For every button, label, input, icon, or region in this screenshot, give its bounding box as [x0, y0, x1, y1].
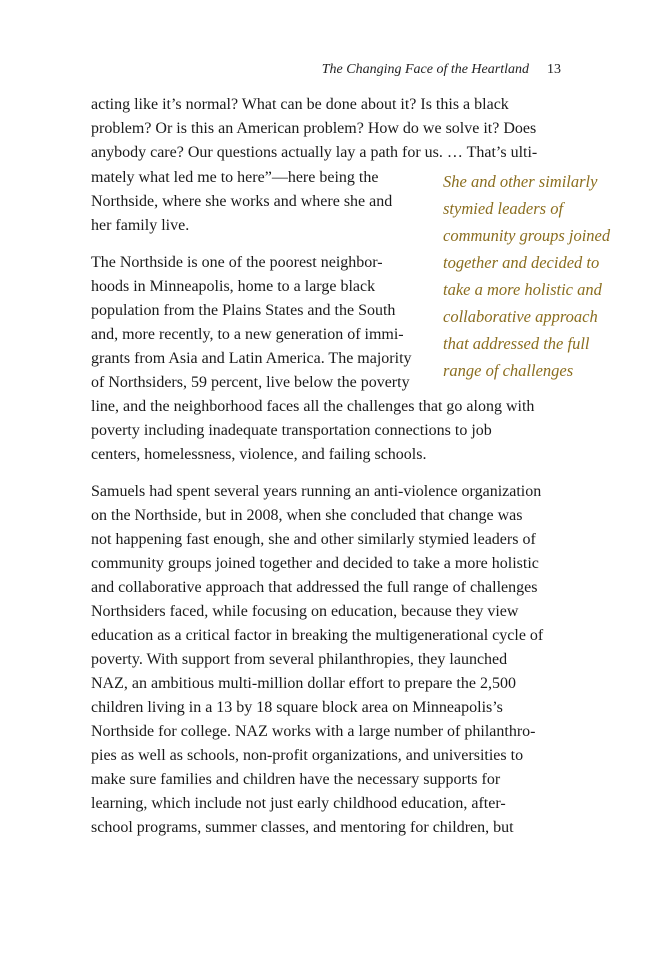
text-line: NAZ, an ambitious multi-million dollar effort to prepare the 2,500 [91, 675, 516, 692]
text-line: anybody care? Our questions actually lay a path for us. … That’s ulti- [91, 144, 538, 161]
text-line: problem? Or is this an American problem? How do we solve it? Does [91, 120, 537, 137]
text-line: and collaborative approach that addressed the full range of challenges [91, 579, 538, 596]
text-line: hoods in Minneapolis, home to a large black [91, 278, 376, 295]
text-line: pies as well as schools, non-profit organizations, and universities to [91, 747, 524, 764]
text-line: acting like it’s normal? What can be done about it? Is this a black [91, 96, 509, 113]
text-line: mately what led me to here”—here being the [91, 169, 379, 186]
text-line: The Northside is one of the poorest neighbor- [91, 254, 383, 271]
text-line: community groups joined together and decided to take a more holistic [91, 555, 539, 572]
text-line: population from the Plains States and the South [91, 302, 396, 319]
text-line: on the Northside, but in 2008, when she concluded that change was [91, 507, 523, 524]
text-line: centers, homelessness, violence, and failing schools. [91, 446, 427, 463]
text-line: line, and the neighborhood faces all the challenges that go along with [91, 398, 535, 415]
text-line: make sure families and children have the necessary supports for [91, 771, 501, 788]
page-number: 13 [547, 62, 561, 77]
pull-quote-line: take a more holistic and [443, 280, 602, 299]
text-line: and, more recently, to a new generation of immi- [91, 326, 404, 343]
pull-quote-line: stymied leaders of [443, 199, 564, 218]
text-line: Northside, where she works and where she and [91, 193, 393, 210]
running-head [0, 61, 561, 79]
running-head-title: The Changing Face of the Heartland [321, 62, 529, 77]
pull-quote-line: range of challenges [443, 361, 574, 380]
pull-quote-line: community groups joined [443, 226, 611, 245]
pull-quote-line: She and other similarly [443, 172, 598, 191]
text-line: poverty. With support from several philanthropies, they launched [91, 651, 508, 668]
text-line: her family live. [91, 217, 190, 234]
pull-quote-line: together and decided to [443, 253, 600, 272]
text-line: of Northsiders, 59 percent, live below the poverty [91, 374, 410, 391]
text-line: children living in a 13 by 18 square block area on Minneapolis’s [91, 699, 503, 716]
pull-quote-line: that addressed the full [443, 334, 590, 353]
text-line: not happening fast enough, she and other similarly stymied leaders of [91, 531, 536, 548]
text-line: Northsiders faced, while focusing on education, because they view [91, 603, 519, 620]
text-line: Northside for college. NAZ works with a large number of philanthro- [91, 723, 536, 740]
text-line: school programs, summer classes, and mentoring for children, but [91, 819, 514, 836]
pull-quote-line: collaborative approach [443, 307, 598, 326]
text-line: grants from Asia and Latin America. The majority [91, 350, 412, 367]
text-line: poverty including inadequate transportation connections to job [91, 422, 492, 439]
text-line: education as a critical factor in breaking the multigenerational cycle of [91, 627, 544, 644]
text-line: learning, which include not just early childhood education, after- [91, 795, 506, 812]
text-line: Samuels had spent several years running an anti-violence organization [91, 483, 542, 500]
